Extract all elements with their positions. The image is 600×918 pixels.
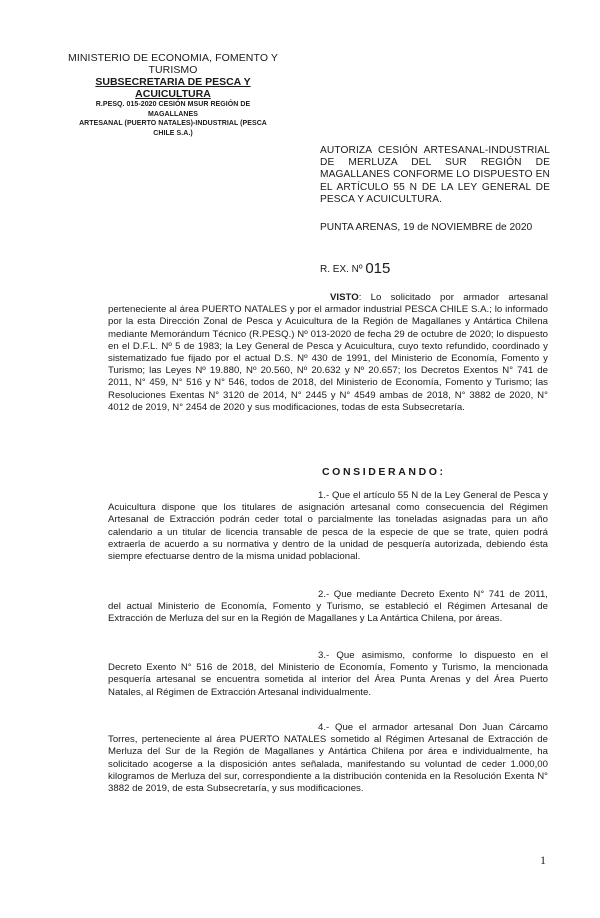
considerando-heading: CONSIDERANDO: [322,466,446,478]
resolution-title: AUTORIZA CESIÓN ARTESANAL-INDUSTRIAL DE MERLUZA DEL SUR REGIÓN DE MAGALLANES CONFORME LO DISPUESTO EN EL ARTÍCULO 55 N DE LA LEY GENERAL DE PESCA Y ACUICULTURA. [320,145,550,205]
considerando-3-text: 3.- Que asimismo, conforme lo dispuesto en el Decreto Exento N° 516 de 2018, del Ministerio de Economía, Fomento y Turismo, la mencionada pesquería artesanal se encuentra sometida al interior del Área Punta Arenas y del Área Puerto Natales, al Régimen de Extracción Artesanal individualmente. [108,650,548,698]
reference-line-1: R.PESQ. 015-2020 CESIÓN MSUR REGIÓN DE [95,101,251,108]
place-and-date: PUNTA ARENAS, 19 de NOVIEMBRE de 2020 [320,222,533,233]
resolution-number-label: R. EX. Nº [320,264,363,275]
ministry-line-1: MINISTERIO DE ECONOMIA, FOMENTO Y [68,52,279,64]
considerando-4-text: 4.- Que el armador artesanal Don Juan Cárcamo Torres, perteneciente al área PUERTO NATALES sometido al Régimen Artesanal de Extracción de Merluza del Sur de la Región de Magallanes y Antártica Chilena por área e individualmente, ha solicitado acogerse a la disposición antes señalada, manifestando su voluntad de ceder 1.000,00 kilogramos de Merluza del sur, correspondiente a la distribución contenida en la Resolución Exenta N° 3882 de 2019, de esta Subsecretaría, y sus modificaciones. [108,722,548,795]
resolution-number-value: 015 [365,260,391,277]
ministry-line-2: TURISMO [148,64,198,76]
reference-line-3: ARTESANAL (PUERTO NATALES)-INDUSTRIAL (PESCA [79,120,267,127]
considerando-2-text: 2.- Que mediante Decreto Exento N° 741 de 2011, del actual Ministerio de Economía, Fomento y Turismo, se estableció el Régimen Artesanal de Extracción de Merluza del sur en la Región de Magallanes y La Antártica Chilena, por áreas. [108,589,548,625]
considerando-3 [108,650,548,699]
visto-label: VISTO [330,292,359,303]
considerando-4 [108,722,548,795]
issuer-header [68,52,278,138]
page-number: 1 [540,853,546,867]
subsecretaria-line-1: SUBSECRETARIA DE PESCA Y [95,76,251,88]
considerando-1-text: 1.- Que el artículo 55 N de la Ley General de Pesca y Acuicultura dispone que los titulares de asignación artesanal como consecuencia del Régimen Artesanal de Extracción podrán ceder total o parcialmente las toneladas asignadas para un año calendario a un titular de licencia transable de pesca de la especie de que se trate, quien podrá extraerla de acuerdo a su normativa y dentro de la unidad de pesquería autorizada, debiendo ésta siempre efectuarse dentro de la misma unidad poblacional. [108,490,548,563]
reference-line-4: CHILE S.A.) [153,129,193,137]
resolution-number [320,262,390,277]
visto-text: : Lo solicitado por armador artesanal perteneciente al área PUERTO NATALES y por el armador industrial PESCA CHILE S.A.; lo informado por la esta Dirección Zonal de Pesca y Acuicultura de la Región de Magallanes y Antártica Chilena mediante Memorándum Técnico (R.PESQ.) Nº 013-2020 de fecha 29 de octubre de 2020; lo dispuesto en el D.F.L. Nº 5 de 1983; la Ley General de Pesca y Acuicultura, cuyo texto refundido, coordinado y sistematizado fue fijado por el actual D.S. Nº 430 de 1991, del Ministerio de Economía, Fomento y Turismo; las Leyes Nº 19.880, Nº 20.560, Nº 20.632 y Nº 20.657; los Decretos Exentos N° 741 de 2011, N° 459, N° 516 y N° 546, todos de 2018, del Ministerio de Economía, Fomento y Turismo; las Resoluciones Exentas N° 3120 de 2014, N° 2445 y N° 4549 ambas de 2018, N° 3882 de 2020, N° 4012 de 2019, N° 2454 de 2020 y sus modificaciones, todas de esta Subsecretaría. [108,292,548,413]
subsecretaria-line-2: ACUICULTURA [135,88,211,100]
considerando-2 [108,589,548,626]
considerando-1 [108,490,548,563]
visto-paragraph [108,292,548,414]
reference-line-2: MAGALLANES [148,110,198,118]
